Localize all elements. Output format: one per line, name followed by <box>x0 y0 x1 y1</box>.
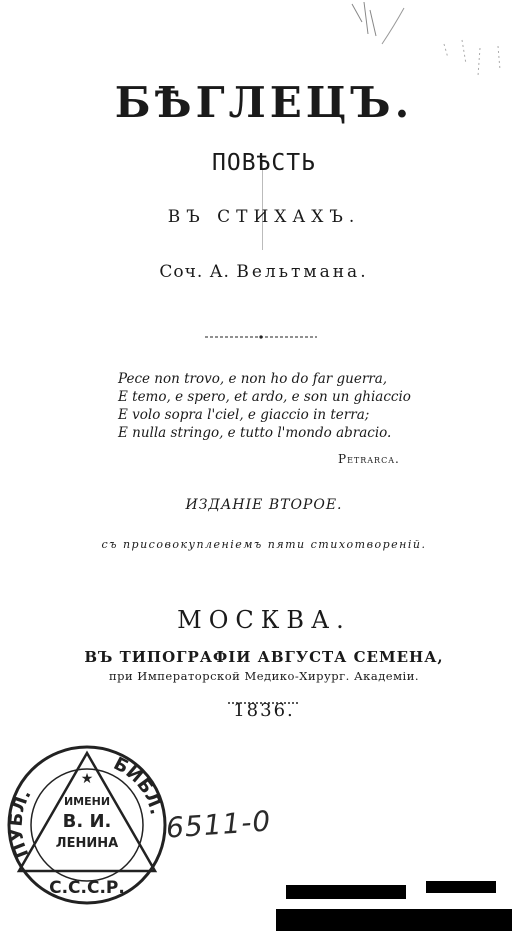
edition-line: ИЗДАНІЕ ВТОРОЕ. <box>185 497 343 513</box>
verse-line: ВЪ СТИХАХЪ. <box>167 207 361 227</box>
epigraph <box>118 370 438 442</box>
stamp-line-2: В. И. <box>62 811 112 832</box>
stamp-arc-right: БИБЛ. <box>110 753 167 817</box>
academy-line: при Императорской Медико-Хирург. Академіи. <box>108 669 420 683</box>
author-name: Вельтмана. <box>236 262 369 282</box>
book-title: БѢГЛЕЦЪ. <box>114 78 414 127</box>
epigraph-line: E nulla stringo, e tutto l'mondo abracio. <box>118 425 392 441</box>
star-icon: ★ <box>80 771 94 787</box>
pencil-marks <box>340 0 528 90</box>
small-ornament <box>228 690 298 694</box>
stamp-line-3: ЛЕНИНА <box>55 836 119 851</box>
addition-line: съ присовокупленіемъ пяти стихотвореній. <box>101 538 427 551</box>
year-line: 1836. <box>233 700 295 721</box>
epigraph-line: E temo, e spero, et ardo, e son un ghiaccio <box>118 389 411 405</box>
printer-line: ВЪ ТИПОГРАФІИ АВГУСТА СЕМЕНА, <box>84 648 444 666</box>
book-subtitle: ПОВѢСТЬ <box>212 150 316 176</box>
ink-bleed <box>266 875 528 936</box>
author-line <box>0 262 528 282</box>
handwritten-shelfmark: 6511-0 <box>164 804 273 845</box>
epigraph-line: Pece non trovo, e non ho do far guerra, <box>118 371 388 387</box>
epigraph-author: Petrarca. <box>338 452 400 466</box>
stamp-bottom: С.С.С.Р. <box>49 878 125 898</box>
ornament-divider <box>205 325 317 331</box>
author-prefix: Соч. А. <box>159 262 230 282</box>
stamp-arc-left: ПУБЛ. <box>5 785 36 861</box>
city-line: МОСКВА. <box>177 606 351 634</box>
epigraph-line: E volo sopra l'ciel, e giaccio in terra; <box>118 407 370 423</box>
library-stamp <box>5 743 169 907</box>
stamp-line-1: ИМЕНИ <box>63 795 111 808</box>
